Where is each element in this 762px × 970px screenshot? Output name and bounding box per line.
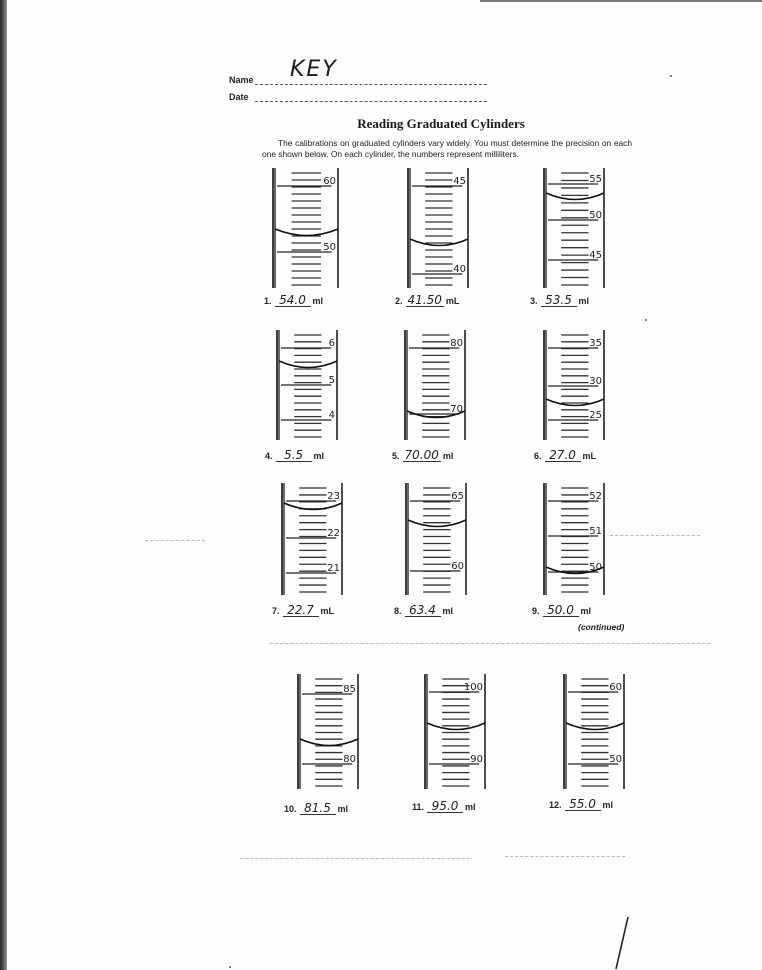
continued-note: (continued) [578,622,625,632]
scan-speck [670,75,672,77]
answer-input-handwritten[interactable]: 27.0 [545,449,581,462]
answer-line-4[interactable] [265,449,324,462]
answer-line-3[interactable] [530,294,589,307]
cylinder-drawing [297,674,362,789]
unit-label: ml [465,802,476,812]
answer-input-handwritten[interactable]: 22.7 [283,604,319,617]
unit-label: ml [442,451,454,461]
pen-stroke-mark [612,915,632,970]
cylinder-scale-label: 50 [323,242,336,253]
cylinder-scale-label: 50 [589,210,602,221]
answer-line-12[interactable] [549,798,613,811]
date-label: Date [229,92,249,102]
answer-input-handwritten[interactable]: 81.5 [300,802,336,815]
question-number: 7. [272,606,280,616]
name-label: Name [229,75,254,85]
answer-line-2[interactable] [395,294,459,307]
graduated-cylinder-12 [563,674,628,789]
cylinder-scale-label: 70 [450,404,463,415]
answer-line-8[interactable] [394,604,453,617]
cylinder-drawing [272,168,342,288]
meniscus-curve [410,239,468,246]
answer-input-handwritten[interactable]: 50.0 [543,604,579,617]
unit-label: ml [578,296,590,306]
answer-input-handwritten[interactable]: 95.0 [427,800,463,813]
cylinder-scale-label: 100 [463,682,483,693]
question-number: 10. [284,804,297,814]
question-number: 3. [530,296,538,306]
cylinder-scale-label: 30 [589,376,602,387]
question-number: 8. [394,606,402,616]
answer-input-handwritten[interactable]: 53.5 [541,294,577,307]
unit-label: mL [582,451,597,461]
cylinder-scale-label: 40 [453,264,466,275]
cylinder-scale-label: 80 [343,754,356,765]
unit-label: ml [313,451,325,461]
scan-top-edge [480,0,762,2]
answer-input-handwritten[interactable]: 5.5 [276,449,312,462]
cylinder-drawing [424,674,489,789]
graduated-cylinder-9 [543,483,608,595]
graduated-cylinder-5 [404,330,469,440]
graduated-cylinder-10 [297,674,362,789]
unit-label: ml [442,606,454,616]
question-number: 6. [534,451,542,461]
scan-left-edge [0,0,7,970]
question-number: 2. [395,296,403,306]
answer-line-11[interactable] [412,800,476,813]
answer-input-handwritten[interactable]: 54.0 [275,294,311,307]
cylinder-scale-label: 90 [470,754,483,765]
scan-artifact-line [145,540,205,541]
name-value-handwritten: KEY [290,57,338,82]
graduated-cylinder-1 [272,168,342,288]
cylinder-scale-label: 45 [453,176,466,187]
graduated-cylinder-4 [276,330,341,440]
answer-line-10[interactable] [284,802,348,815]
unit-label: ml [312,296,324,306]
unit-label: ml [602,800,614,810]
cylinder-drawing [563,674,628,789]
cylinder-scale-label: 23 [327,491,340,502]
answer-line-9[interactable] [532,604,591,617]
answer-input-handwritten[interactable]: 70.00 [404,448,439,462]
cylinder-scale-label: 80 [450,338,463,349]
question-number: 5. [392,451,400,461]
cylinder-scale-label: 45 [589,250,602,261]
graduated-cylinder-6 [543,330,608,440]
cylinder-scale-label: 52 [589,491,602,502]
cylinder-scale-label: 5 [328,375,335,386]
unit-label: ml [337,804,349,814]
graduated-cylinder-7 [281,483,346,595]
graduated-cylinder-8 [405,483,470,595]
answer-line-5[interactable] [392,449,453,462]
meniscus-curve [546,193,604,200]
cylinder-scale-label: 55 [589,174,602,185]
meniscus-curve [300,739,358,746]
cylinder-scale-label: 25 [589,410,602,421]
date-field[interactable] [229,92,249,102]
cylinder-drawing [276,330,341,440]
page-title: Reading Graduated Cylinders [357,116,525,131]
date-underline [255,101,487,102]
cylinder-drawing [407,168,472,288]
cylinder-scale-label: 60 [609,682,622,693]
scan-speck [229,966,231,968]
cylinder-drawing [404,330,469,440]
answer-line-6[interactable] [534,449,596,462]
scan-artifact-line [240,858,470,859]
cylinder-scale-label: 65 [451,491,464,502]
answer-input-handwritten[interactable]: 55.0 [565,798,601,811]
cylinder-scale-label: 50 [609,754,622,765]
cylinder-scale-label: 85 [343,684,356,695]
unit-label: ml [580,606,592,616]
graduated-cylinder-2 [407,168,472,288]
cylinder-drawing [543,168,608,288]
meniscus-curve [275,229,338,236]
scan-artifact-line [270,643,710,644]
unit-label: mL [445,296,460,306]
cylinder-scale-label: 50 [589,562,602,573]
instructions-paragraph: The calibrations on graduated cylinders vary widely. You must determine the precision on each one shown below. On each cylinder, the numbers represent milliliters. [262,138,632,159]
cylinder-drawing [543,483,608,595]
question-number: 4. [265,451,273,461]
cylinder-drawing [543,330,608,440]
question-number: 12. [549,800,562,810]
cylinder-scale-label: 51 [589,526,602,537]
cylinder-scale-label: 4 [328,410,335,421]
cylinder-scale-label: 60 [323,176,336,187]
cylinder-scale-label: 21 [327,563,340,574]
graduated-cylinder-11 [424,674,489,789]
scan-artifact-line [610,535,700,536]
question-number: 11. [412,802,425,812]
cylinder-drawing [281,483,346,595]
answer-line-7[interactable] [272,604,334,617]
meniscus-curve [546,399,604,406]
answer-line-1[interactable] [264,294,323,307]
scan-artifact-line [505,856,625,857]
question-number: 1. [264,296,272,306]
answer-input-handwritten[interactable]: 41.50 [407,293,442,307]
name-underline [255,84,487,85]
cylinder-scale-label: 6 [328,338,335,349]
unit-label: mL [320,606,335,616]
cylinder-scale-label: 22 [327,528,340,539]
question-number: 9. [532,606,540,616]
name-field[interactable] [229,75,254,85]
graduated-cylinder-3 [543,168,608,288]
cylinder-scale-label: 60 [451,561,464,572]
scan-speck [645,319,647,321]
cylinder-drawing [405,483,470,595]
answer-input-handwritten[interactable]: 63.4 [405,604,441,617]
cylinder-scale-label: 35 [589,338,602,349]
